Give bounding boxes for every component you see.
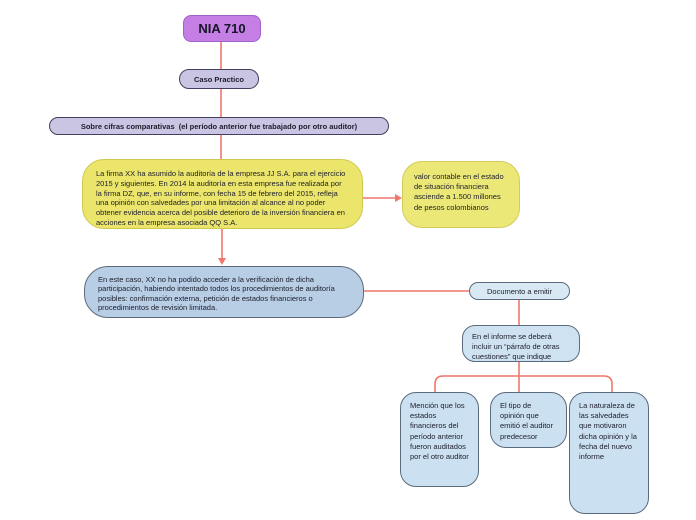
node-leaf-naturaleza xyxy=(569,392,649,514)
node-topic-bar xyxy=(49,117,389,135)
node-documento-a-emitir xyxy=(469,282,570,300)
caso-practico-label: Caso Practico xyxy=(193,74,245,84)
leaf-tipo-opinion-text: El tipo de opinión que emitió el auditor predecesor xyxy=(500,401,556,441)
value-note-text: valor contable en el estado de situación financiera asciende a 1.500 millones de pesos colombianos xyxy=(414,172,506,212)
node-report-instruction xyxy=(462,325,580,362)
node-finding xyxy=(84,266,364,318)
leaf-mencion-text: Mención que los estados financieros del período anterior fueron auditados por el otro auditor xyxy=(410,401,469,462)
edge-informe-leaf1 xyxy=(435,376,519,392)
node-title-label: NIA 710 xyxy=(198,21,246,36)
node-caso-practico xyxy=(179,69,259,89)
documento-label: Documento a emitir xyxy=(486,286,553,296)
finding-text: En este caso, XX no ha podido acceder a la verificación de dicha participación, habiendo intentado todos los procedimientos de auditoría posibles: confirmación externa, petición de estados financieros o procedimientos de revisión limitada. xyxy=(98,275,337,313)
arrowhead-right-icon xyxy=(395,194,402,202)
node-value-note xyxy=(402,161,520,228)
arrowhead-down-icon xyxy=(218,258,226,265)
scenario-text: La firma XX ha asumido la auditoría de la empresa JJ S.A. para el ejercicio 2015 y siguientes. En 2014 la auditoría en esta empresa fue realizada por la firma DZ, que, en su informe, con fecha 15 de febrero del 2015, refleja una opinión con salvedades por una limitación al alcance al no poder obtener evidencia acerca del posible deterioro de la inversión financiera en acciones en la empresa asociada QQ S.A. xyxy=(96,169,348,227)
node-leaf-tipo-opinion xyxy=(490,392,567,448)
topic-bar-label: Sobre cifras comparativas (el período anterior fue trabajado por otro auditor) xyxy=(80,121,358,131)
node-scenario xyxy=(82,159,363,229)
edge-informe-leaf3 xyxy=(519,376,612,392)
node-title-nia-710 xyxy=(183,15,261,42)
leaf-naturaleza-text: La naturaleza de las salvedades que motivaron dicha opinión y la fecha del nuevo informe xyxy=(579,401,640,462)
node-leaf-mencion xyxy=(400,392,479,487)
report-instruction-text: En el informe se deberá incluir un “párrafo de otras cuestiones” que indique xyxy=(472,332,562,361)
